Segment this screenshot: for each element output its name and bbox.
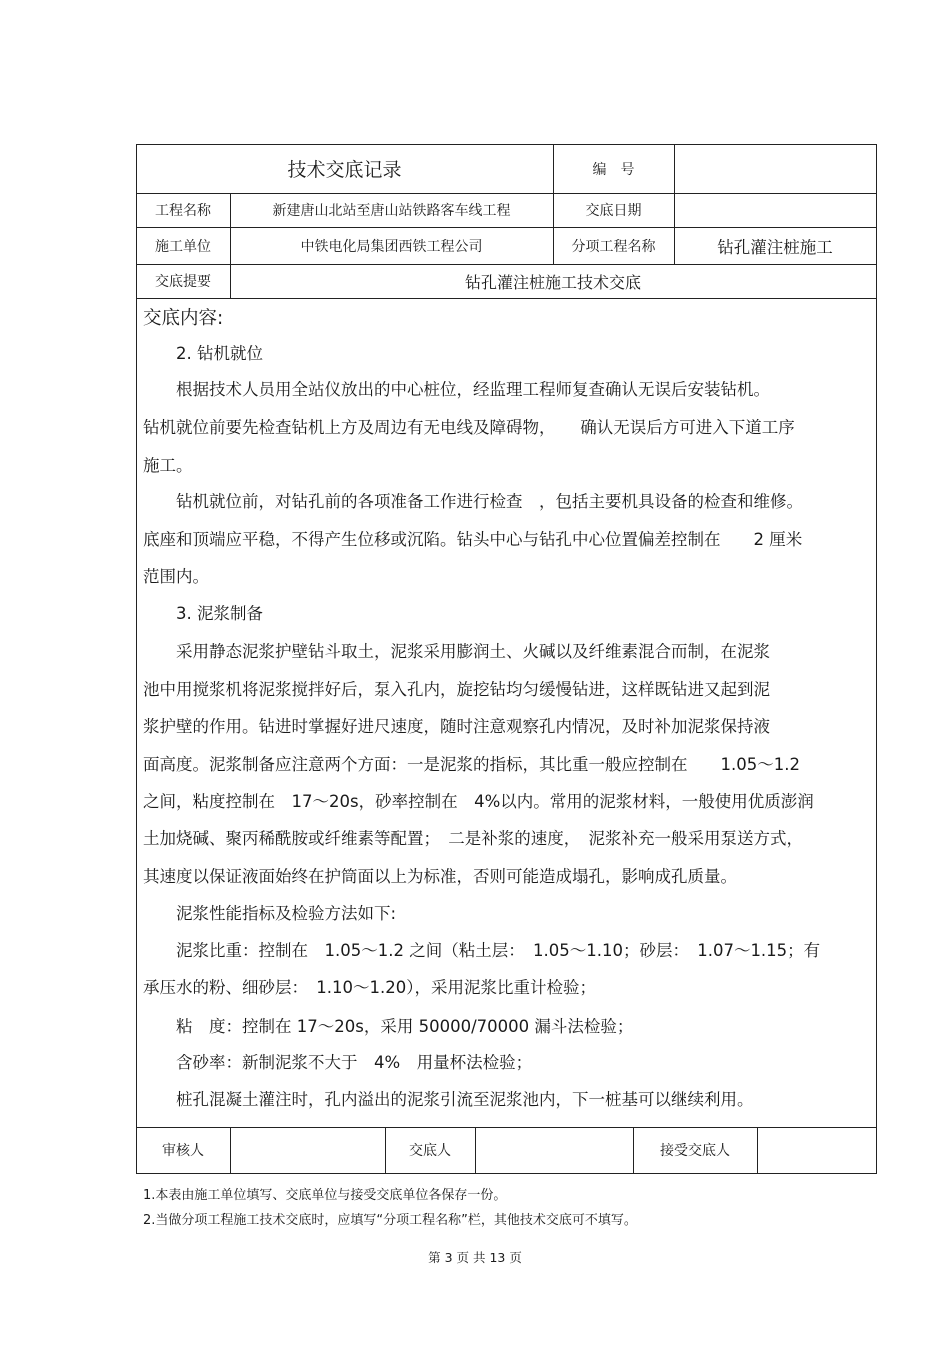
content-line: 根据技术人员用全站仪放出的中心桩位，经监理工程师复查确认无误后安装钻机。 <box>143 380 770 399</box>
content-line: 泥浆性能指标及检验方法如下: <box>143 904 397 923</box>
content-line: 钻机就位前，对钻孔前的各项准备工作进行检查 ，包括主要机具设备的检查和维修。 <box>143 492 803 511</box>
sub-project-label: 分项工程名称 <box>571 238 656 255</box>
note-2: 2.当做分项工程施工技术交底时，应填写“分项工程名称”栏，其他技术交底可不填写。 <box>143 1213 637 1228</box>
number-label: 编 号 <box>592 161 635 178</box>
unit-label: 施工单位 <box>155 238 211 255</box>
table-border-bottom <box>136 1173 877 1174</box>
content-line: 其速度以保证液面始终在护筒面以上为标准，否则可能造成塌孔，影响成孔质量。 <box>143 867 737 886</box>
receiver-value <box>757 1127 876 1173</box>
content-line: 承压水的粉、细砂层： 1.10～1.20），采用泥浆比重计检验； <box>143 978 596 997</box>
content-line: 钻机就位前要先检查钻机上方及周边有无电线及障碍物， 确认无误后方可进入下道工序 <box>143 418 795 437</box>
handover-value <box>475 1127 633 1173</box>
content-line: 泥浆比重：控制在 1.05～1.2 之间（粘土层： 1.05～1.10；砂层： 1.07～1.15；有 <box>143 941 821 960</box>
content-line: 2. 钻机就位 <box>143 344 263 363</box>
content-line: 范围内。 <box>143 567 209 586</box>
content-line: 施工。 <box>143 456 193 475</box>
unit-value: 中铁电化局集团西铁工程公司 <box>300 238 483 255</box>
content-line: 面高度。泥浆制备应注意两个方面：一是泥浆的指标，其比重一般应控制在 1.05～1.2 <box>143 755 800 774</box>
date-label: 交底日期 <box>585 203 642 219</box>
content-line: 底座和顶端应平稳，不得产生位移或沉陷。钻头中心与钻孔中心位置偏差控制在 2 厘米 <box>143 530 803 549</box>
sub-project-value: 钻孔灌注桩施工 <box>717 237 833 257</box>
content-line: 浆护壁的作用。钻进时掌握好进尺速度，随时注意观察孔内情况，及时补加泥浆保持液 <box>143 717 770 736</box>
project-name-label: 工程名称 <box>155 203 211 219</box>
content-line: 粘 度：控制在 17～20s，采用 50000/70000 漏斗法检验； <box>143 1017 634 1036</box>
receiver-label: 接受交底人 <box>660 1143 730 1159</box>
note-1: 1.本表由施工单位填写、交底单位与接受交底单位各保存一份。 <box>143 1188 507 1203</box>
content-line: 桩孔混凝土灌注时，孔内溢出的泥浆引流至泥浆池内，下一桩基可以继续利用。 <box>143 1090 754 1109</box>
content-line: 池中用搅浆机将泥浆搅拌好后，泵入孔内，旋挖钻均匀缓慢钻进，这样既钻进又起到泥 <box>143 680 770 699</box>
number-value <box>674 144 876 193</box>
handover-label: 交底人 <box>409 1143 451 1159</box>
content-heading: 交底内容: <box>143 308 224 329</box>
content-line: 含砂率：新制泥浆不大于 4% 用量杯法检验； <box>143 1053 533 1072</box>
table-border-left <box>136 144 137 1174</box>
reviewer-value <box>230 1127 385 1173</box>
summary-label: 交底提要 <box>155 274 211 290</box>
content-line: 土加烧碱、聚丙稀酰胺或纤维素等配置； 二是补浆的速度， 泥浆补充一般采用泵送方式， <box>143 829 803 848</box>
content-line: 3. 泥浆制备 <box>143 604 263 623</box>
page-number: 第 3 页 共 13 页 <box>428 1250 522 1265</box>
summary-value: 钻孔灌注桩施工技术交底 <box>464 272 641 292</box>
content-line: 采用静态泥浆护壁钻斗取土，泥浆采用膨润土、火碱以及纤维素混合而制，在泥浆 <box>143 642 770 661</box>
project-name-value: 新建唐山北站至唐山站铁路客车线工程 <box>272 203 511 219</box>
table-border-right <box>876 144 877 1174</box>
reviewer-label: 审核人 <box>162 1143 204 1159</box>
table-divider <box>136 298 877 299</box>
date-value <box>674 193 876 227</box>
page-title: 技术交底记录 <box>287 159 402 181</box>
content-line: 之间，粘度控制在 17～20s，砂率控制在 4%以内。常用的泥浆材料，一般使用优质澎润 <box>143 792 814 811</box>
